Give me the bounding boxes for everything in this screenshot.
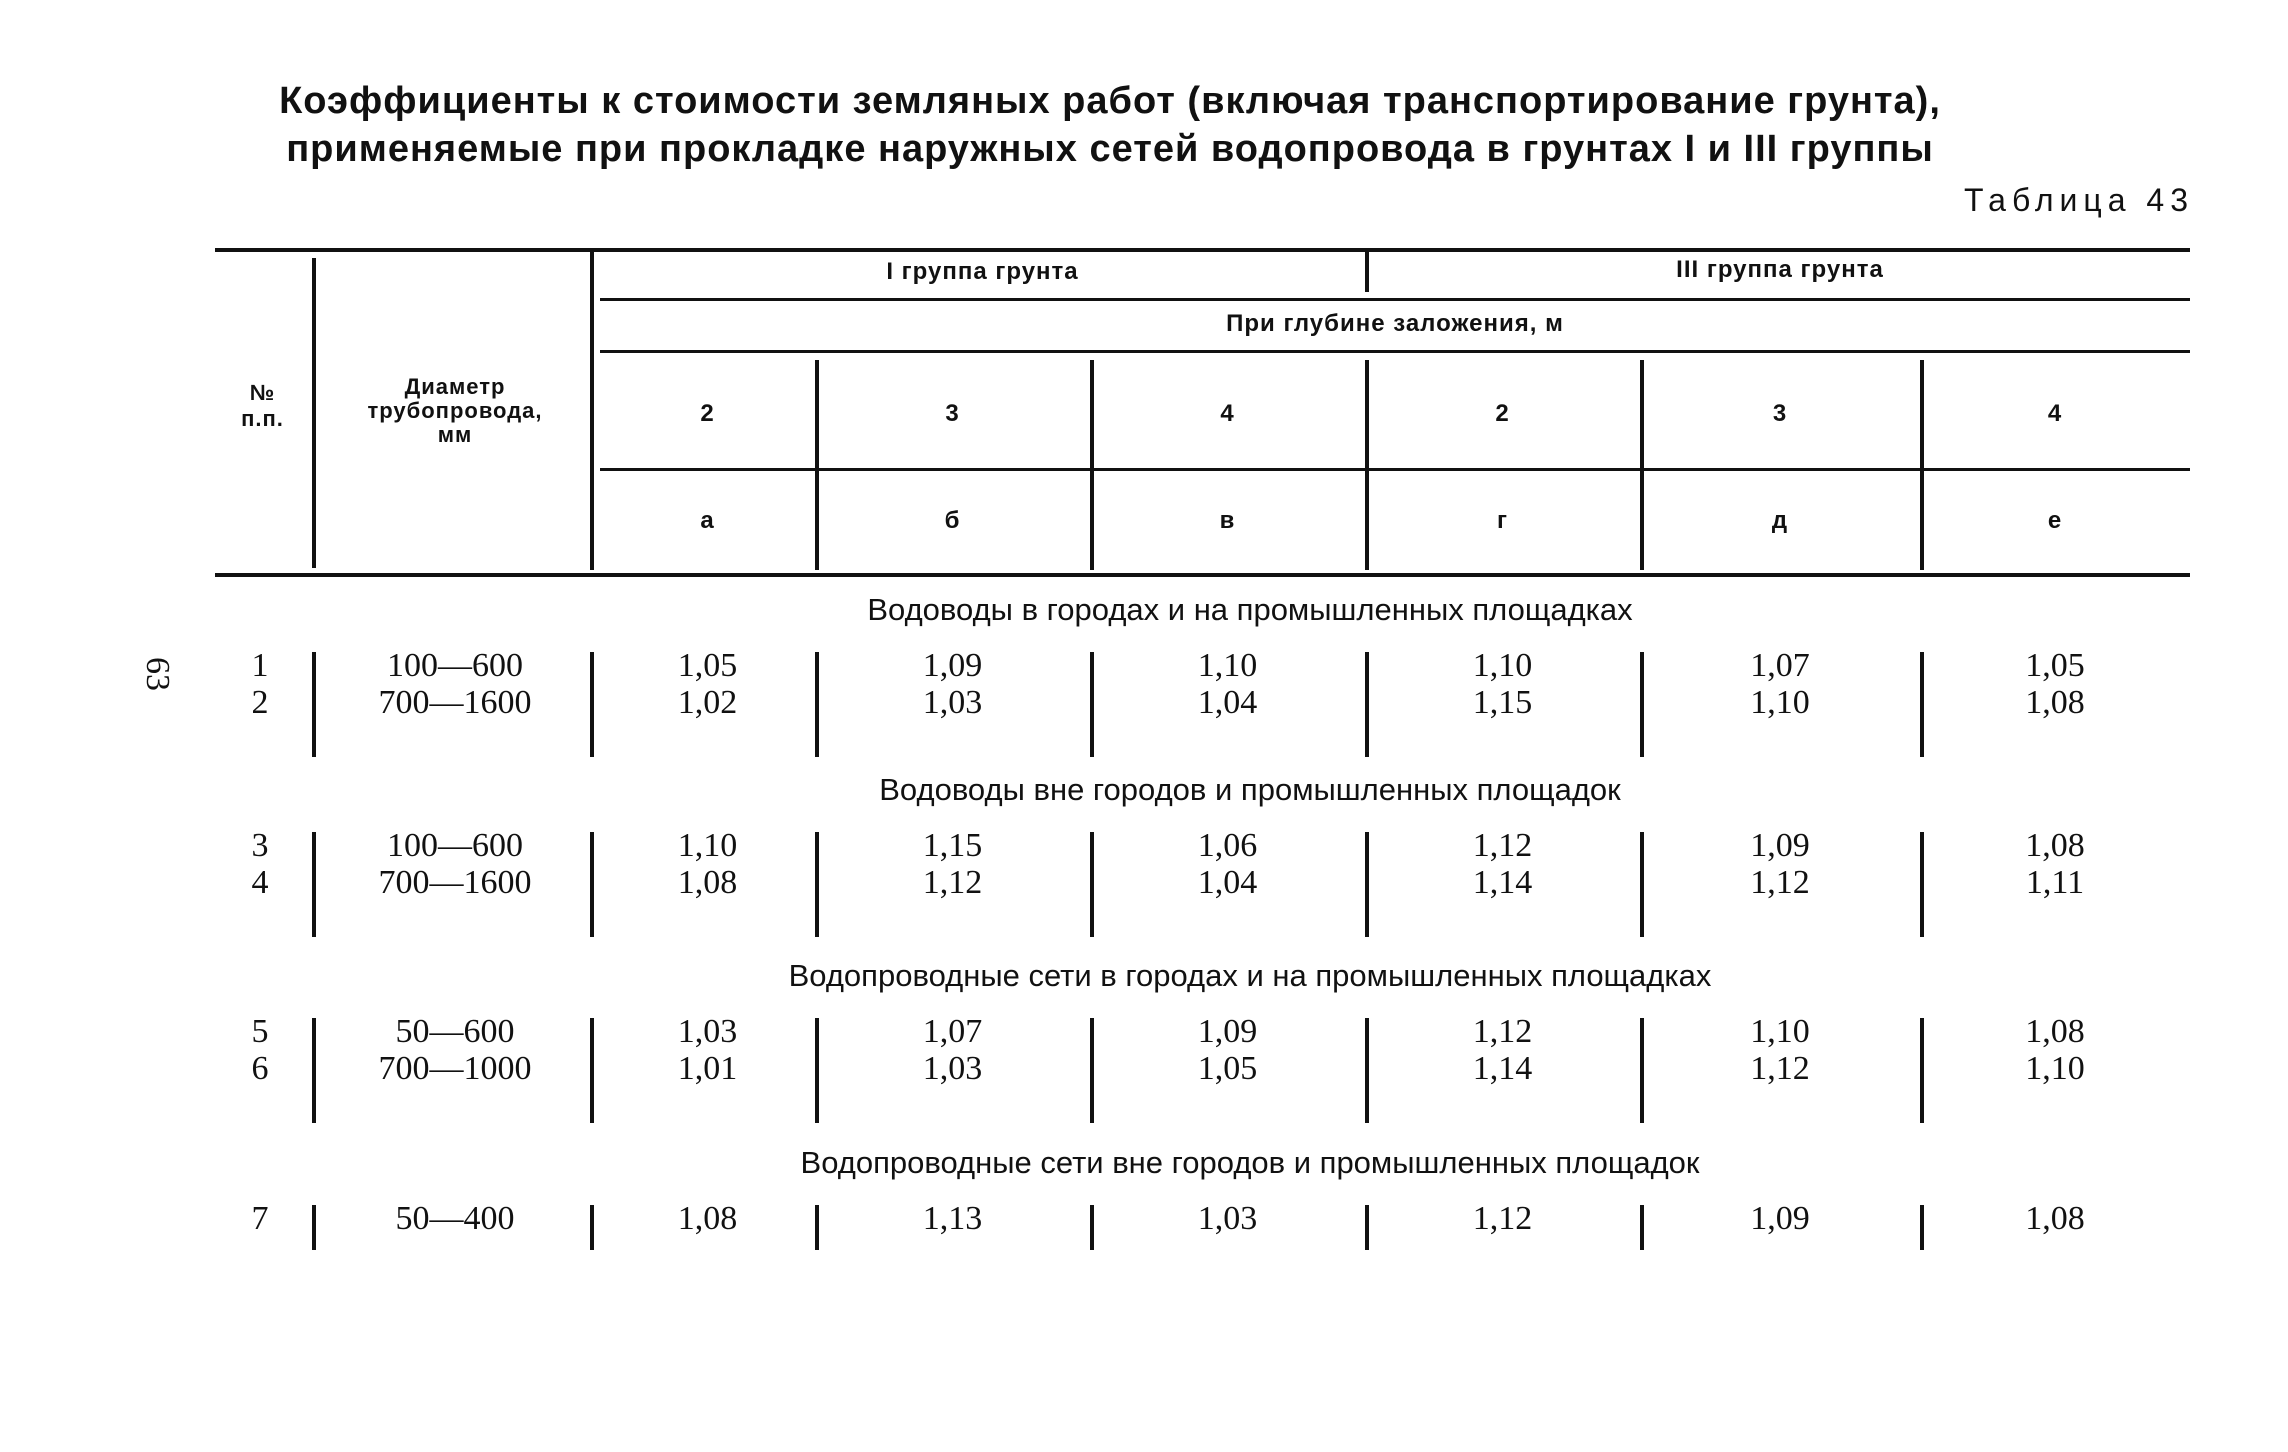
row-coefficient: 1,08 — [677, 1200, 738, 1237]
header-group-3: III группа грунта — [1676, 256, 1884, 283]
row-divider — [590, 652, 594, 757]
row-number: 1 — [251, 647, 269, 684]
header-number-label: № п.п. — [241, 380, 284, 431]
row-number: 3 — [251, 827, 269, 864]
depth-letter-rule — [600, 468, 2190, 471]
row-divider — [312, 1205, 316, 1250]
header-depth-4: 2 — [1495, 400, 1510, 427]
row-number: 6 — [251, 1050, 269, 1087]
row-divider — [1640, 832, 1644, 937]
header-divider-groups — [1365, 252, 1369, 292]
header-letter-6: е — [2047, 507, 2063, 534]
header-letter-2: б — [944, 507, 961, 534]
row-divider — [1090, 652, 1094, 757]
row-number: 4 — [251, 864, 269, 901]
group-rule — [600, 298, 2190, 301]
row-coefficient: 1,01 — [677, 1050, 738, 1087]
row-divider — [312, 652, 316, 757]
row-divider — [312, 832, 316, 937]
header-depth-3: 4 — [1220, 400, 1235, 427]
row-coefficient: 1,08 — [2025, 1013, 2085, 1050]
header-divider-depth-5 — [1920, 360, 1924, 570]
section-title: Водоводы вне городов и промышленных площадок — [879, 772, 1621, 807]
row-coefficient: 1,04 — [1197, 684, 1258, 721]
page-number: 63 — [139, 657, 176, 691]
row-coefficient: 1,05 — [677, 647, 738, 684]
row-diameter: 50—400 — [395, 1200, 515, 1237]
header-letter-5: д — [1771, 507, 1789, 534]
row-coefficient: 1,04 — [1197, 864, 1258, 901]
header-letter-3: в — [1219, 507, 1236, 534]
row-coefficient: 1,11 — [2025, 864, 2085, 901]
header-depth-1: 2 — [700, 400, 715, 427]
row-divider — [590, 1205, 594, 1250]
row-coefficient: 1,15 — [922, 827, 983, 864]
header-bottom-rule — [215, 573, 2190, 577]
row-coefficient: 1,03 — [922, 1050, 983, 1087]
row-coefficient: 1,10 — [2025, 1050, 2085, 1087]
row-divider — [815, 652, 819, 757]
header-divider-depth-4 — [1640, 360, 1644, 570]
row-divider — [1640, 1018, 1644, 1123]
row-coefficient: 1,12 — [922, 864, 983, 901]
header-top-rule — [215, 248, 2190, 252]
header-diameter-label: Диаметр трубопровода, мм — [367, 374, 543, 447]
header-divider-diameter — [590, 252, 594, 570]
table-number-label: Таблица 43 — [1964, 182, 2194, 218]
row-coefficient: 1,12 — [1472, 1013, 1533, 1050]
row-coefficient: 1,10 — [677, 827, 738, 864]
row-divider — [1090, 1018, 1094, 1123]
row-coefficient: 1,08 — [2025, 1200, 2085, 1237]
row-coefficient: 1,14 — [1472, 1050, 1533, 1087]
row-divider — [1640, 652, 1644, 757]
header-letter-4: г — [1497, 507, 1508, 534]
header-divider-num — [312, 258, 316, 568]
row-coefficient: 1,07 — [1750, 647, 1810, 684]
table-title-line-1: Коэффициенты к стоимости земляных работ (включая транспортирование грунта), — [279, 80, 1941, 122]
row-coefficient: 1,08 — [2025, 827, 2085, 864]
row-coefficient: 1,10 — [1197, 647, 1258, 684]
row-coefficient: 1,09 — [1750, 1200, 1810, 1237]
row-diameter: 50—600 — [395, 1013, 515, 1050]
row-diameter: 700—1600 — [378, 864, 532, 901]
row-coefficient: 1,12 — [1472, 1200, 1533, 1237]
row-diameter: 700—1000 — [378, 1050, 532, 1087]
row-coefficient: 1,15 — [1472, 684, 1533, 721]
header-divider-depth-1 — [815, 360, 819, 570]
section-title: Водоводы в городах и на промышленных площадках — [867, 592, 1633, 627]
row-coefficient: 1,08 — [2025, 684, 2085, 721]
header-group-1: I группа грунта — [886, 258, 1079, 285]
row-coefficient: 1,03 — [1197, 1200, 1258, 1237]
header-depth-5: 3 — [1772, 400, 1788, 427]
row-divider — [815, 1018, 819, 1123]
header-divider-depth-3 — [1365, 360, 1369, 570]
row-divider — [1920, 1205, 1924, 1250]
header-depth-label: При глубине заложения, м — [1226, 310, 1564, 337]
row-coefficient: 1,10 — [1750, 1013, 1810, 1050]
row-divider — [1090, 1205, 1094, 1250]
row-coefficient: 1,02 — [677, 684, 738, 721]
row-divider — [1365, 1018, 1369, 1123]
row-divider — [1640, 1205, 1644, 1250]
row-diameter: 700—1600 — [378, 684, 532, 721]
row-coefficient: 1,07 — [922, 1013, 983, 1050]
row-diameter: 100—600 — [387, 647, 523, 684]
row-coefficient: 1,08 — [677, 864, 738, 901]
row-divider — [1920, 1018, 1924, 1123]
row-coefficient: 1,09 — [1197, 1013, 1258, 1050]
row-coefficient: 1,12 — [1750, 1050, 1810, 1087]
header-letter-1: а — [700, 507, 715, 534]
row-coefficient: 1,06 — [1197, 827, 1258, 864]
row-coefficient: 1,12 — [1750, 864, 1810, 901]
row-number: 2 — [251, 684, 269, 721]
row-number: 5 — [251, 1013, 269, 1050]
row-coefficient: 1,05 — [1197, 1050, 1258, 1087]
row-coefficient: 1,13 — [922, 1200, 983, 1237]
row-divider — [1920, 832, 1924, 937]
header-divider-depth-2 — [1090, 360, 1094, 570]
header-depth-2: 3 — [945, 400, 960, 427]
section-title: Водопроводные сети в городах и на промышленных площадках — [788, 958, 1712, 993]
section-title: Водопроводные сети вне городов и промышленных площадок — [800, 1145, 1700, 1180]
row-coefficient: 1,03 — [677, 1013, 738, 1050]
row-divider — [1365, 832, 1369, 937]
row-divider — [590, 1018, 594, 1123]
row-divider — [815, 832, 819, 937]
depth-rule — [600, 350, 2190, 353]
row-divider — [1090, 832, 1094, 937]
row-divider — [590, 832, 594, 937]
row-coefficient: 1,10 — [1472, 647, 1533, 684]
row-coefficient: 1,05 — [2025, 647, 2085, 684]
table-title-line-2: применяемые при прокладке наружных сетей водопровода в грунтах I и III группы — [286, 128, 1934, 170]
row-divider — [1365, 652, 1369, 757]
row-number: 7 — [251, 1200, 269, 1237]
row-coefficient: 1,09 — [1750, 827, 1810, 864]
row-coefficient: 1,12 — [1472, 827, 1533, 864]
row-coefficient: 1,09 — [922, 647, 983, 684]
row-diameter: 100—600 — [387, 827, 523, 864]
row-coefficient: 1,14 — [1472, 864, 1533, 901]
row-divider — [1920, 652, 1924, 757]
row-divider — [1365, 1205, 1369, 1250]
header-depth-6: 4 — [2047, 400, 2063, 427]
row-divider — [815, 1205, 819, 1250]
row-coefficient: 1,10 — [1750, 684, 1810, 721]
row-divider — [312, 1018, 316, 1123]
row-coefficient: 1,03 — [922, 684, 983, 721]
